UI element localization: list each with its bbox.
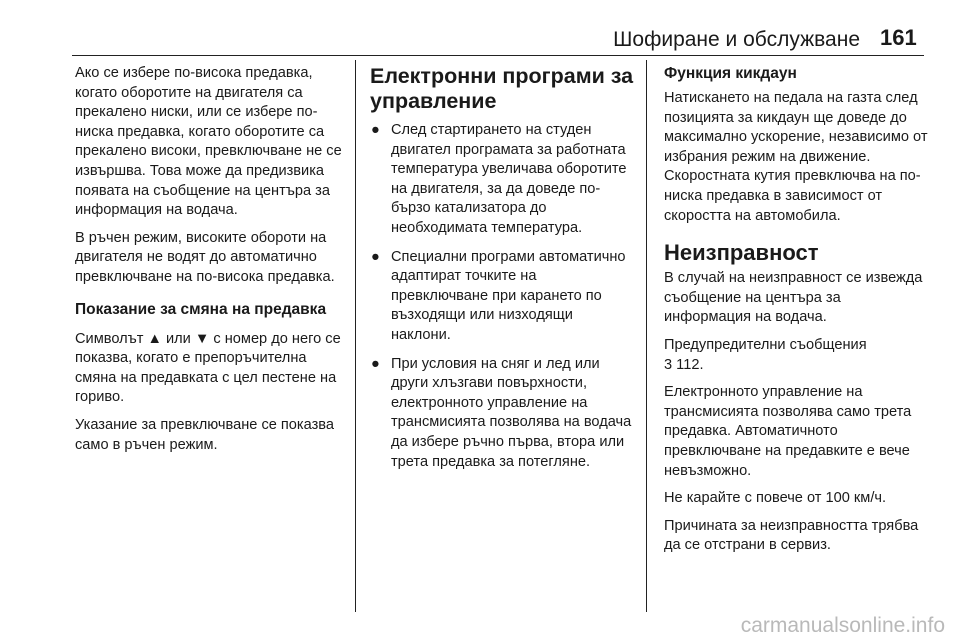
page-number: 161 bbox=[880, 25, 917, 50]
paragraph-manual-mode: В ръчен режим, високите обороти на двигателя не водят до автоматично превключване на по-висока предавка. bbox=[75, 229, 335, 285]
bullet-icon: ● bbox=[371, 355, 380, 372]
bullet-icon: ● bbox=[371, 248, 380, 265]
paragraph-shift-indicator: Символът ▲ или ▼ с номер до него се показва, когато е препоръчителна смяна на предавката с цел пестене на гориво. bbox=[75, 330, 341, 406]
paragraph-third-gear-only: Електронното управление на трансмисията позволява само трета предавка. Автоматичното превключване на предавките е вече невъзможно. bbox=[664, 384, 912, 479]
page-header-title: Шофиране и обслужване bbox=[613, 28, 860, 51]
paragraph-gear-selection: Ако се избере по-висока предавка, когато оборотите на двигателя са прекалено ниски, или се избере по-ниска предавка, когато оборотите са прекалено високи, превключване не се извършва. Това може да предизвика появата на съобщение на центъра за информация на водача. bbox=[75, 65, 342, 219]
header-divider bbox=[72, 55, 924, 56]
arrow-up-icon: ▲ bbox=[147, 330, 162, 347]
heading-electronic-programs: Електронни програми за управление bbox=[370, 64, 634, 113]
paragraph-malfunction-message: В случай на неизправност се извежда съобщение на центъра за информация на водача. bbox=[664, 270, 923, 326]
heading-shift-indicator: Показание за смяна на предавка bbox=[75, 300, 327, 318]
list-item: ● След стартирането на студен двигател програмата за работната температура увеличава оборотите на двигателя, за да доведе по-бързо катализатора до необходимата температура. bbox=[371, 122, 627, 236]
column-3 bbox=[664, 64, 929, 564]
paragraph-kickdown: Натискането на педала на газта след позицията за кикдаун ще доведе до максимално ускорение, независимо от избрания режим на движение. Скоростната кутия превключва на по-ниска предавка в зависимост от скоростта на автомобила. bbox=[664, 90, 928, 224]
watermark: carmanualsonline.info bbox=[740, 614, 945, 637]
list-item: ● Специални програми автоматично адаптират точките на превключване при карането по възходящи или низходящи наклони. bbox=[371, 248, 626, 343]
heading-kickdown: Функция кикдаун bbox=[664, 65, 797, 82]
arrow-down-icon: ▼ bbox=[194, 330, 210, 347]
heading-malfunction: Неизправност bbox=[664, 240, 819, 266]
bullet-list bbox=[370, 121, 636, 472]
paragraph-shift-hint-manual: Указание за превключване се показва само в ръчен режим. bbox=[75, 416, 334, 453]
column-2 bbox=[370, 64, 636, 481]
column-1 bbox=[75, 64, 343, 463]
list-item: ● При условия на сняг и лед или други хлъзгави повърхности, електронното управление на трансмисията позволява на водача да избере ръчно първа, втора или трета предавка за потегляне. bbox=[371, 355, 632, 470]
page-reference-icon: 3 bbox=[664, 356, 673, 373]
paragraph-speed-limit: Не карайте с повече от 100 км/ч. bbox=[664, 490, 887, 507]
paragraph-warning-messages: Предупредителни съобщения 3 112. bbox=[664, 336, 867, 373]
column-divider-1 bbox=[355, 60, 356, 612]
paragraph-service: Причината за неизправността трябва да се отстрани в сервиз. bbox=[664, 517, 919, 554]
bullet-icon: ● bbox=[371, 122, 380, 138]
column-divider-2 bbox=[646, 60, 647, 612]
